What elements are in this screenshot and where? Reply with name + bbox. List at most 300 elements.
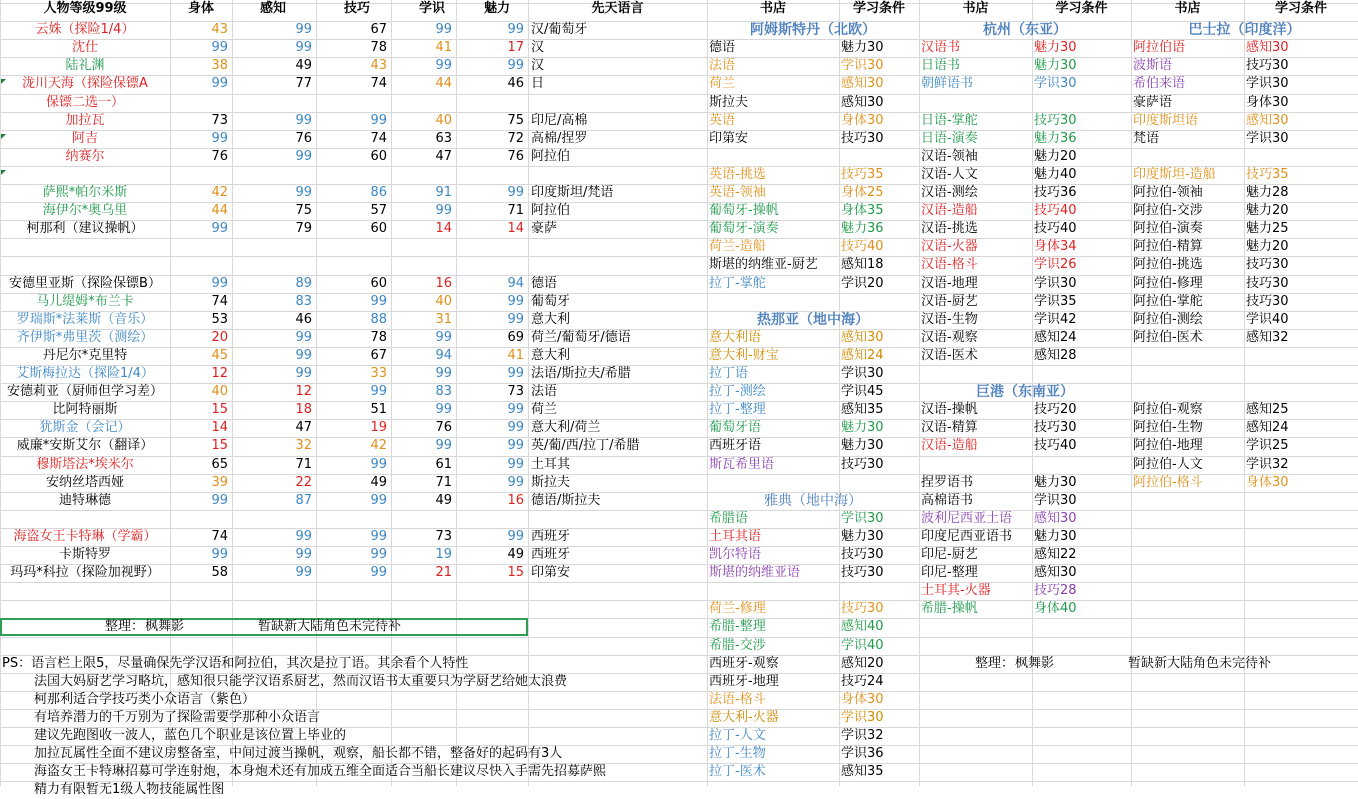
- stat-value[interactable]: 99: [211, 130, 228, 146]
- stat-value[interactable]: 46: [507, 76, 524, 92]
- book-name[interactable]: [1133, 365, 1244, 383]
- book-name[interactable]: 汉语-地理: [921, 275, 978, 291]
- shop-section-title[interactable]: 巴士拉（印度洋）: [1188, 22, 1301, 39]
- book-name[interactable]: 阿拉伯-修理: [1133, 275, 1203, 291]
- stat-value[interactable]: 99: [507, 58, 524, 74]
- book-name[interactable]: 阿拉伯-精算: [1133, 239, 1203, 255]
- pending-note[interactable]: 暂缺新大陆角色未完待补: [258, 619, 402, 635]
- stat-value[interactable]: 12: [211, 366, 228, 381]
- stat-value[interactable]: 83: [295, 293, 312, 309]
- native-language[interactable]: 意大利/荷兰: [531, 420, 601, 436]
- learn-condition[interactable]: 感知30: [1246, 40, 1289, 56]
- stat-value[interactable]: 49: [507, 547, 524, 562]
- learn-condition[interactable]: 身体30: [1246, 474, 1289, 490]
- organizer-name[interactable]: 枫舞影: [1015, 655, 1055, 671]
- stat-value[interactable]: 14: [211, 420, 228, 436]
- learn-condition[interactable]: [1034, 456, 1131, 474]
- book-name[interactable]: [709, 148, 839, 166]
- book-name[interactable]: 阿拉伯-地理: [1133, 438, 1203, 454]
- book-name[interactable]: 德语: [709, 40, 736, 56]
- stat-value[interactable]: 91: [435, 185, 452, 200]
- book-name[interactable]: 日语书: [921, 58, 961, 74]
- book-name[interactable]: 波利尼西亚土语: [921, 510, 1013, 526]
- header-cell[interactable]: 先天语言: [591, 1, 644, 16]
- book-name[interactable]: 拉丁-医术: [709, 764, 766, 780]
- book-name[interactable]: 汉语-人文: [921, 166, 978, 182]
- book-name[interactable]: 阿拉伯-人文: [1133, 456, 1203, 472]
- learn-condition[interactable]: [841, 582, 919, 600]
- book-name[interactable]: 阿拉伯-测绘: [1133, 311, 1203, 327]
- learn-condition[interactable]: 技巧40: [1034, 438, 1077, 454]
- native-language[interactable]: 汉/葡萄牙: [531, 22, 588, 38]
- learn-condition[interactable]: 感知20: [841, 655, 884, 671]
- native-language[interactable]: 意大利: [531, 311, 571, 327]
- learn-condition[interactable]: 学识30: [841, 709, 884, 725]
- stat-value[interactable]: 99: [370, 565, 387, 581]
- book-name[interactable]: 英语: [709, 112, 736, 128]
- stat-value[interactable]: 49: [370, 474, 387, 490]
- book-name[interactable]: 土耳其-火器: [921, 583, 991, 599]
- stat-value[interactable]: 47: [295, 420, 312, 436]
- stat-value[interactable]: 99: [370, 547, 387, 562]
- stat-value[interactable]: 15: [211, 402, 228, 418]
- stat-value[interactable]: 99: [295, 528, 312, 544]
- native-language[interactable]: 荷兰: [531, 402, 558, 418]
- learn-condition[interactable]: [1246, 148, 1358, 166]
- stat-value[interactable]: 75: [295, 203, 312, 219]
- book-name[interactable]: 汉语-造船: [921, 203, 978, 219]
- native-language[interactable]: 日: [531, 76, 545, 92]
- book-name[interactable]: [709, 582, 839, 600]
- header-cell[interactable]: 感知: [260, 1, 287, 16]
- book-name[interactable]: 凯尔特语: [709, 547, 762, 562]
- book-name[interactable]: 意大利语: [709, 329, 762, 345]
- stat-value[interactable]: 99: [295, 565, 312, 581]
- stat-value[interactable]: 40: [435, 293, 452, 309]
- shop-section-title[interactable]: 杭州（东亚）: [983, 22, 1067, 39]
- stat-value[interactable]: 99: [295, 185, 312, 200]
- learn-condition[interactable]: [1246, 383, 1358, 401]
- book-name[interactable]: 汉语-精算: [921, 420, 978, 436]
- native-language[interactable]: 德语: [531, 275, 558, 291]
- book-name[interactable]: 希腊-操帆: [921, 601, 978, 617]
- stat-value[interactable]: [456, 238, 524, 256]
- book-name[interactable]: [1133, 347, 1244, 365]
- shop-section-title[interactable]: 阿姆斯特丹（北欧）: [750, 22, 876, 39]
- stat-value[interactable]: 99: [507, 185, 524, 200]
- stat-value[interactable]: 42: [370, 438, 387, 454]
- character-name[interactable]: 海伊尔*奥乌里: [42, 203, 128, 219]
- book-name[interactable]: [921, 365, 1032, 383]
- stat-value[interactable]: 88: [370, 311, 387, 327]
- stat-value[interactable]: 21: [435, 565, 452, 581]
- note-text[interactable]: PS：语言栏上限5，尽量确保先学汉语和阿拉伯，其次是拉丁语。其余看个人特性: [2, 655, 469, 671]
- header-cell[interactable]: 书店: [1174, 1, 1201, 16]
- book-name[interactable]: 希伯来语: [1133, 76, 1186, 92]
- book-name[interactable]: 印度斯坦-造船: [1133, 166, 1216, 182]
- learn-condition[interactable]: 感知25: [1246, 402, 1289, 418]
- native-language[interactable]: 斯拉夫: [531, 474, 571, 490]
- stat-value[interactable]: 32: [295, 438, 312, 454]
- learn-condition[interactable]: 身体30: [841, 112, 884, 128]
- book-name[interactable]: 希腊语: [709, 510, 749, 526]
- stat-value[interactable]: 60: [370, 148, 387, 164]
- stat-value[interactable]: 71: [435, 474, 452, 490]
- note-text[interactable]: 有培养潜力的千万别为了探险需要学那种小众语言: [34, 709, 321, 725]
- stat-value[interactable]: 99: [295, 347, 312, 363]
- book-name[interactable]: 阿拉伯-交涉: [1133, 203, 1203, 219]
- native-language[interactable]: 荷兰/葡萄牙/德语: [531, 329, 631, 345]
- learn-condition[interactable]: [1246, 347, 1358, 365]
- learn-condition[interactable]: [841, 293, 919, 311]
- book-name[interactable]: 日语-演奏: [921, 130, 978, 146]
- book-name[interactable]: 阿拉伯-医术: [1133, 329, 1203, 345]
- stat-value[interactable]: [316, 510, 387, 528]
- native-language[interactable]: 汉: [531, 40, 545, 56]
- stat-value[interactable]: [391, 94, 452, 112]
- header-cell[interactable]: 书店: [759, 1, 786, 16]
- stat-value[interactable]: 19: [435, 547, 452, 562]
- book-name[interactable]: [1133, 383, 1244, 401]
- book-name[interactable]: 西班牙-观察: [709, 655, 779, 671]
- shop-section-title[interactable]: 热那亚（地中海）: [757, 311, 869, 328]
- learn-condition[interactable]: 技巧28: [1034, 583, 1077, 599]
- learn-condition[interactable]: 身体34: [1034, 239, 1077, 255]
- character-name[interactable]: [0, 238, 170, 256]
- stat-value[interactable]: 89: [295, 275, 312, 291]
- stat-value[interactable]: 99: [370, 492, 387, 508]
- learn-condition[interactable]: 学识36: [841, 746, 884, 762]
- character-name[interactable]: 犹斯金（会记）: [39, 420, 131, 436]
- character-name[interactable]: [0, 256, 170, 274]
- book-name[interactable]: 梵语: [1133, 130, 1160, 146]
- character-name[interactable]: 安德莉亚（厨师但学习差）: [6, 384, 163, 400]
- stat-value[interactable]: [232, 256, 312, 274]
- learn-condition[interactable]: 感知28: [1034, 347, 1077, 363]
- stat-value[interactable]: 99: [507, 528, 524, 544]
- header-cell[interactable]: 学习条件: [1055, 1, 1108, 16]
- stat-value[interactable]: 99: [507, 366, 524, 381]
- learn-condition[interactable]: 魅力30: [841, 438, 884, 454]
- stat-value[interactable]: 77: [295, 76, 312, 92]
- stat-value[interactable]: 40: [211, 384, 228, 400]
- book-name[interactable]: 印度尼西亚语书: [921, 528, 1013, 544]
- character-name[interactable]: [0, 166, 170, 184]
- book-name[interactable]: 葡萄牙-演奏: [709, 221, 779, 237]
- stat-value[interactable]: 45: [211, 347, 228, 363]
- book-name[interactable]: 英语-领袖: [709, 185, 766, 200]
- character-name[interactable]: 丹尼尔*克里特: [42, 347, 128, 363]
- book-name[interactable]: 意大利-财宝: [709, 347, 779, 363]
- book-name[interactable]: 荷兰-修理: [709, 601, 766, 617]
- character-name[interactable]: 穆斯塔法*埃米尔: [36, 456, 134, 472]
- native-language[interactable]: 豪萨: [531, 221, 558, 237]
- stat-value[interactable]: 73: [211, 112, 228, 128]
- learn-condition[interactable]: 技巧30: [1246, 293, 1289, 309]
- learn-condition[interactable]: 学识30: [1246, 130, 1289, 146]
- stat-value[interactable]: 99: [435, 22, 452, 38]
- book-name[interactable]: 拉丁-掌舵: [709, 275, 766, 291]
- stat-value[interactable]: 61: [435, 456, 452, 472]
- stat-value[interactable]: 60: [370, 275, 387, 291]
- stat-value[interactable]: [316, 238, 387, 256]
- learn-condition[interactable]: 感知30: [841, 76, 884, 92]
- native-language[interactable]: 高棉/捏罗: [531, 130, 588, 146]
- learn-condition[interactable]: 技巧40: [1034, 221, 1077, 237]
- book-name[interactable]: 西班牙-地理: [709, 673, 779, 689]
- character-name[interactable]: 柯那利（建议操帆）: [26, 221, 144, 237]
- book-name[interactable]: 汉语-挑选: [921, 221, 978, 237]
- stat-value[interactable]: 60: [370, 221, 387, 237]
- native-language[interactable]: [531, 510, 707, 528]
- stat-value[interactable]: 41: [435, 40, 452, 56]
- learn-condition[interactable]: 技巧35: [1246, 166, 1289, 182]
- learn-condition[interactable]: 学识26: [1034, 257, 1077, 273]
- note-text[interactable]: 柯那利适合学技巧类小众语言（紫色）: [34, 691, 256, 707]
- book-name[interactable]: 阿拉伯-格斗: [1133, 474, 1203, 490]
- learn-condition[interactable]: 魅力28: [1246, 185, 1289, 200]
- stat-value[interactable]: 99: [507, 293, 524, 309]
- stat-value[interactable]: 51: [370, 402, 387, 418]
- learn-condition[interactable]: 技巧30: [841, 601, 884, 617]
- stat-value[interactable]: [232, 238, 312, 256]
- learn-condition[interactable]: 感知32: [1246, 329, 1289, 345]
- native-language[interactable]: [531, 94, 707, 112]
- native-language[interactable]: [531, 238, 707, 256]
- learn-condition[interactable]: 感知35: [841, 764, 884, 780]
- book-name[interactable]: 朝鲜语书: [921, 76, 974, 92]
- stat-value[interactable]: 99: [507, 402, 524, 418]
- note-text[interactable]: 建议先跑图收一波人，蓝色几个职业是该位置上毕业的: [34, 728, 347, 743]
- stat-value[interactable]: 99: [295, 40, 312, 56]
- stat-value[interactable]: 15: [507, 565, 524, 581]
- character-name[interactable]: 玛玛*科拉（探险加视野）: [10, 565, 160, 581]
- stat-value[interactable]: 76: [435, 420, 452, 436]
- character-name[interactable]: 比阿特丽斯: [52, 402, 118, 418]
- native-language[interactable]: 德语/斯拉夫: [531, 492, 601, 508]
- book-name[interactable]: 阿拉伯语: [1133, 40, 1186, 56]
- stat-value[interactable]: 16: [507, 492, 524, 508]
- learn-condition[interactable]: 技巧30: [841, 565, 884, 581]
- learn-condition[interactable]: 学识25: [1246, 438, 1289, 454]
- learn-condition[interactable]: 魅力30: [1034, 40, 1077, 56]
- stat-value[interactable]: 67: [370, 22, 387, 38]
- learn-condition[interactable]: [1034, 365, 1131, 383]
- stat-value[interactable]: 99: [435, 402, 452, 418]
- stat-value[interactable]: 33: [370, 366, 387, 381]
- stat-value[interactable]: 14: [435, 221, 452, 237]
- stat-value[interactable]: [456, 166, 524, 184]
- character-name[interactable]: 保镖二选一）: [45, 94, 124, 110]
- learn-condition[interactable]: [841, 474, 919, 492]
- stat-value[interactable]: 99: [370, 456, 387, 472]
- book-name[interactable]: 汉语-操帆: [921, 402, 978, 418]
- book-name[interactable]: [709, 474, 839, 492]
- book-name[interactable]: 拉丁-人文: [709, 728, 766, 743]
- character-name[interactable]: 威廉*安斯艾尔（翻译）: [16, 438, 154, 454]
- book-name[interactable]: 拉丁-生物: [709, 746, 766, 762]
- stat-value[interactable]: 99: [370, 112, 387, 128]
- stat-value[interactable]: 83: [435, 384, 452, 400]
- book-name[interactable]: 波斯语: [1133, 58, 1173, 74]
- stat-value[interactable]: 74: [211, 293, 228, 309]
- note-text[interactable]: 加拉瓦属性全面不建议房整备室，中间过渡当操帆，观察，船长都不错，整备好的起码有3人: [34, 746, 563, 762]
- learn-condition[interactable]: 感知40: [841, 619, 884, 635]
- stat-value[interactable]: [232, 510, 312, 528]
- book-name[interactable]: 拉丁语: [709, 366, 749, 381]
- learn-condition[interactable]: 魅力20: [1034, 148, 1077, 164]
- book-name[interactable]: 葡萄牙语: [709, 420, 762, 436]
- stat-value[interactable]: 75: [507, 112, 524, 128]
- learn-condition[interactable]: 学识42: [1034, 311, 1077, 327]
- stat-value[interactable]: 20: [211, 329, 228, 345]
- stat-value[interactable]: 99: [435, 329, 452, 345]
- stat-value[interactable]: 44: [435, 76, 452, 92]
- stat-value[interactable]: 76: [507, 148, 524, 164]
- book-name[interactable]: [709, 293, 839, 311]
- book-name[interactable]: 希腊-整理: [709, 619, 766, 635]
- learn-condition[interactable]: 技巧35: [841, 166, 884, 182]
- learn-condition[interactable]: 学识20: [841, 275, 884, 291]
- learn-condition[interactable]: 学识30: [841, 58, 884, 74]
- stat-value[interactable]: 99: [211, 275, 228, 291]
- stat-value[interactable]: 99: [295, 22, 312, 38]
- native-language[interactable]: 意大利: [531, 347, 571, 363]
- stat-value[interactable]: 99: [211, 492, 228, 508]
- stat-value[interactable]: 73: [507, 384, 524, 400]
- native-language[interactable]: [531, 256, 707, 274]
- learn-condition[interactable]: 身体35: [841, 203, 884, 219]
- book-name[interactable]: 荷兰: [709, 76, 736, 92]
- book-name[interactable]: 汉语-厨艺: [921, 293, 978, 309]
- stat-value[interactable]: 99: [295, 112, 312, 128]
- native-language[interactable]: 葡萄牙: [531, 293, 571, 309]
- stat-value[interactable]: 76: [211, 148, 228, 164]
- stat-value[interactable]: [170, 94, 228, 112]
- native-language[interactable]: 土耳其: [531, 456, 571, 472]
- stat-value[interactable]: 99: [507, 456, 524, 472]
- stat-value[interactable]: 99: [211, 547, 228, 562]
- stat-value[interactable]: [232, 94, 312, 112]
- character-name[interactable]: 安德里亚斯（探险保镖B）: [9, 275, 161, 291]
- stat-value[interactable]: 44: [211, 203, 228, 219]
- book-name[interactable]: 希腊-交涉: [709, 637, 766, 653]
- learn-condition[interactable]: 学识45: [841, 384, 884, 400]
- stat-value[interactable]: 17: [507, 40, 524, 56]
- book-name[interactable]: 斯堪的纳维亚-厨艺: [709, 257, 818, 273]
- stat-value[interactable]: 12: [295, 384, 312, 400]
- learn-condition[interactable]: 技巧30: [1034, 420, 1077, 436]
- learn-condition[interactable]: 感知24: [1034, 329, 1077, 345]
- stat-value[interactable]: 99: [370, 384, 387, 400]
- stat-value[interactable]: 31: [435, 311, 452, 327]
- stat-value[interactable]: 76: [295, 130, 312, 146]
- stat-value[interactable]: 99: [370, 293, 387, 309]
- book-name[interactable]: [921, 456, 1032, 474]
- learn-condition[interactable]: 技巧20: [1034, 402, 1077, 418]
- stat-value[interactable]: 18: [295, 402, 312, 418]
- book-name[interactable]: 汉语-生物: [921, 311, 978, 327]
- stat-value[interactable]: 99: [295, 547, 312, 562]
- learn-condition[interactable]: 技巧40: [841, 239, 884, 255]
- book-name[interactable]: 汉语-观察: [921, 329, 978, 345]
- stat-value[interactable]: 99: [435, 203, 452, 219]
- learn-condition[interactable]: 魅力30: [1034, 474, 1077, 490]
- organizer-label[interactable]: 整理：: [105, 619, 145, 635]
- stat-value[interactable]: 38: [211, 58, 228, 74]
- stat-value[interactable]: 15: [211, 438, 228, 454]
- header-cell[interactable]: 人物等级99级: [43, 1, 127, 16]
- book-name[interactable]: 阿拉伯-观察: [1133, 402, 1203, 418]
- stat-value[interactable]: [391, 166, 452, 184]
- learn-condition[interactable]: 技巧30: [1246, 58, 1289, 74]
- stat-value[interactable]: 99: [295, 366, 312, 381]
- book-name[interactable]: 葡萄牙-操帆: [709, 203, 779, 219]
- learn-condition[interactable]: 感知30: [841, 94, 884, 110]
- learn-condition[interactable]: 感知18: [841, 257, 884, 273]
- stat-value[interactable]: 99: [507, 22, 524, 38]
- book-name[interactable]: 土耳其语: [709, 528, 762, 544]
- book-name[interactable]: 印度斯坦语: [1133, 112, 1199, 128]
- learn-condition[interactable]: 学识40: [1246, 311, 1289, 327]
- learn-condition[interactable]: 魅力20: [1246, 239, 1289, 255]
- stat-value[interactable]: 39: [211, 474, 228, 490]
- stat-value[interactable]: 74: [370, 76, 387, 92]
- stat-value[interactable]: 47: [435, 148, 452, 164]
- stat-value[interactable]: [316, 256, 387, 274]
- character-name[interactable]: 安纳丝塔西娅: [45, 474, 124, 490]
- learn-condition[interactable]: 学识30: [841, 510, 884, 526]
- character-name[interactable]: 海盗女王卡特琳（学霸）: [13, 528, 157, 544]
- stat-value[interactable]: 16: [435, 275, 452, 291]
- character-name[interactable]: 萨熙*帕尔米斯: [42, 185, 128, 200]
- learn-condition[interactable]: 感知22: [1034, 547, 1077, 562]
- learn-condition[interactable]: [1246, 365, 1358, 383]
- book-name[interactable]: 汉语-格斗: [921, 257, 978, 273]
- learn-condition[interactable]: 学识30: [1034, 275, 1077, 291]
- native-language[interactable]: 印度斯坦/梵语: [531, 185, 614, 200]
- learn-condition[interactable]: 魅力36: [1034, 130, 1077, 146]
- character-name[interactable]: 云姝（探险1/4）: [35, 22, 135, 38]
- learn-condition[interactable]: 学识30: [1034, 492, 1077, 508]
- learn-condition[interactable]: 身体25: [841, 185, 884, 200]
- book-name[interactable]: 豪萨语: [1133, 94, 1173, 110]
- book-name[interactable]: 法语: [709, 58, 736, 74]
- learn-condition[interactable]: 魅力30: [1034, 528, 1077, 544]
- character-name[interactable]: 阿吉: [71, 130, 98, 146]
- stat-value[interactable]: 99: [211, 221, 228, 237]
- native-language[interactable]: 西班牙: [531, 528, 571, 544]
- book-name[interactable]: 汉语-造船: [921, 438, 978, 454]
- stat-value[interactable]: 94: [507, 275, 524, 291]
- stat-value[interactable]: [456, 94, 524, 112]
- book-name[interactable]: 斯堪的纳维亚语: [709, 565, 801, 581]
- book-name[interactable]: 荷兰-造船: [709, 239, 766, 255]
- learn-condition[interactable]: 技巧30: [1246, 275, 1289, 291]
- stat-value[interactable]: 53: [211, 311, 228, 327]
- learn-condition[interactable]: 技巧30: [841, 130, 884, 146]
- book-name[interactable]: 阿拉伯-生物: [1133, 420, 1203, 436]
- learn-condition[interactable]: 感知24: [841, 347, 884, 363]
- stat-value[interactable]: [316, 94, 387, 112]
- stat-value[interactable]: 99: [370, 528, 387, 544]
- book-name[interactable]: 阿拉伯-挑选: [1133, 257, 1203, 273]
- book-name[interactable]: [1133, 148, 1244, 166]
- header-cell[interactable]: 技巧: [344, 1, 371, 16]
- stat-value[interactable]: 99: [507, 420, 524, 436]
- learn-condition[interactable]: 魅力30: [1034, 58, 1077, 74]
- learn-condition[interactable]: 感知30: [1034, 510, 1077, 526]
